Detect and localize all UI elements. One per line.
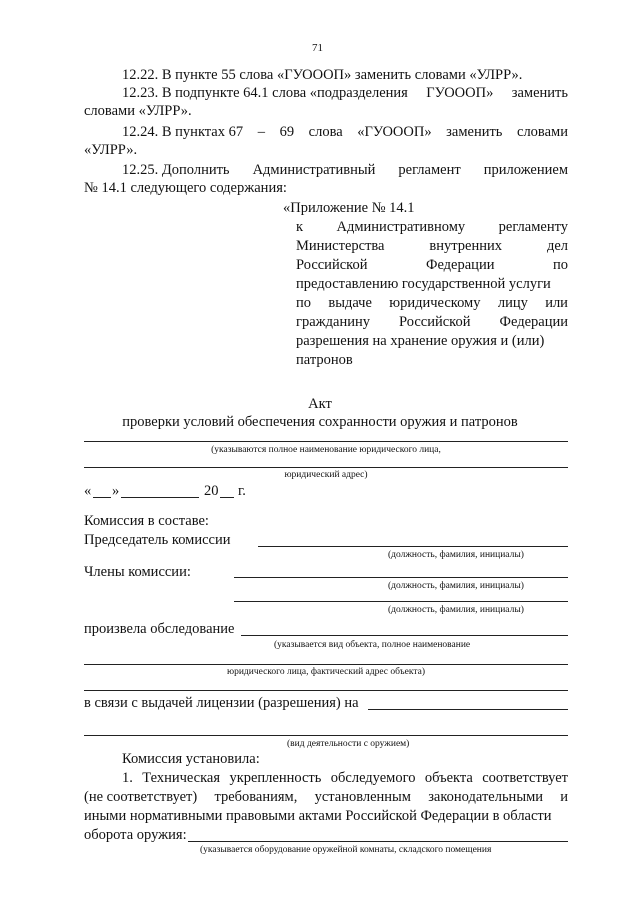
paragraph-12-23-line2: словами «УЛРР».: [84, 103, 192, 119]
caption-legal-name: (указываются полное наименование юридического лица,: [211, 445, 441, 455]
text-fragment: обследуемого: [330, 770, 416, 786]
fill-line: [84, 664, 568, 665]
text-fragment: Техническая: [142, 770, 221, 786]
fill-line: [84, 441, 568, 442]
text-fragment: словами: [517, 124, 568, 140]
text-fragment: соответствует: [482, 770, 568, 786]
paragraph-12-22: 12.22. В пункте 55 слова «ГУОООП» заменить словами «УЛРР».: [122, 67, 523, 83]
caption-equipment: (указывается оборудование оружейной комнаты, складского помещения: [200, 845, 492, 855]
text-fragment: 12.25. Дополнить: [122, 162, 230, 178]
caption-position-1: (должность, фамилия, инициалы): [388, 550, 524, 560]
fill-line: [84, 690, 568, 691]
text-fragment: заменить: [511, 85, 568, 101]
text-fragment: Российской: [296, 257, 368, 273]
text-fragment: по: [296, 295, 312, 311]
text-fragment: 69: [279, 124, 295, 140]
paragraph-12-25: [122, 162, 568, 179]
text-fragment: Административному: [336, 219, 466, 235]
paragraph-12-24-line2: «УЛРР».: [84, 142, 138, 158]
text-fragment: Министерства: [296, 238, 385, 254]
fill-line: [258, 546, 568, 547]
fill-line: [93, 497, 111, 498]
text-fragment: ГУОООП»: [426, 85, 494, 101]
date-open-quote: «: [84, 483, 92, 499]
text-fragment: законодательными: [428, 789, 543, 805]
text-fragment: «ГУОООП»: [357, 124, 432, 140]
text-fragment: и: [560, 789, 568, 805]
text-fragment: заменить: [446, 124, 503, 140]
appendix-line-6: [296, 295, 568, 312]
text-fragment: требованиям,: [214, 789, 298, 805]
text-fragment: 12.24. В пунктах 67: [122, 124, 244, 140]
members-label: Члены комиссии:: [84, 564, 191, 580]
commission-label: Комиссия в составе:: [84, 513, 209, 529]
appendix-line-5: предоставлению государственной услуги: [296, 276, 551, 292]
text-fragment: Федерации: [499, 314, 568, 330]
caption-legal-address: юридический адрес): [284, 470, 368, 480]
act-title: Акт: [308, 396, 332, 412]
text-fragment: по: [552, 257, 568, 273]
appendix-line-4: [296, 257, 568, 274]
license-label: в связи с выдачей лицензии (разрешения) на: [84, 695, 359, 711]
paragraph-12-23: [122, 85, 568, 102]
caption-position-3: (должность, фамилия, инициалы): [388, 605, 524, 615]
text-fragment: Федерации: [425, 257, 495, 273]
appendix-line-7: [296, 314, 568, 331]
text-fragment: 12.23. В подпункте 64.1 слова «подразделения: [122, 85, 408, 101]
text-fragment: внутренних: [429, 238, 503, 254]
text-fragment: укрепленность: [229, 770, 322, 786]
text-fragment: приложением: [483, 162, 568, 178]
text-fragment: Российской: [399, 314, 471, 330]
page-number: 71: [312, 42, 323, 54]
text-fragment: лицу: [497, 295, 528, 311]
caption-position-2: (должность, фамилия, инициалы): [388, 581, 524, 591]
finding-1-line-1: [122, 770, 568, 787]
date-year-suffix: г.: [238, 483, 246, 499]
text-fragment: –: [257, 124, 265, 140]
appendix-line-3: [296, 238, 568, 255]
text-fragment: регламенту: [498, 219, 568, 235]
fill-line: [121, 497, 199, 498]
text-fragment: Административный: [252, 162, 376, 178]
date-year-prefix: 20: [204, 483, 219, 499]
text-fragment: регламент: [398, 162, 461, 178]
finding-1-line-3: иными нормативными правовыми актами Российской Федерации в области: [84, 808, 552, 824]
text-fragment: слова: [308, 124, 343, 140]
caption-object-address: юридического лица, фактический адрес объекта): [226, 667, 425, 677]
text-fragment: к: [296, 219, 304, 235]
text-fragment: выдаче: [328, 295, 372, 311]
finding-1-line-2: [84, 789, 568, 806]
text-fragment: 1.: [122, 770, 133, 786]
inspected-label: произвела обследование: [84, 621, 235, 637]
text-fragment: (не соответствует): [84, 789, 198, 805]
fill-line: [368, 709, 568, 710]
paragraph-12-25-line2: № 14.1 следующего содержания:: [84, 180, 287, 196]
text-fragment: или: [545, 295, 568, 311]
paragraph-12-24: [122, 124, 568, 141]
fill-line: [84, 735, 568, 736]
text-fragment: установленным: [314, 789, 411, 805]
finding-1-line-4: оборота оружия:: [84, 827, 187, 843]
fill-line: [84, 467, 568, 468]
fill-line: [220, 497, 234, 498]
act-subtitle: проверки условий обеспечения сохранности оружия и патронов: [122, 414, 518, 430]
appendix-line-9: патронов: [296, 352, 353, 368]
text-fragment: юридическому: [389, 295, 481, 311]
text-fragment: гражданину: [296, 314, 370, 330]
text-fragment: объекта: [424, 770, 473, 786]
fill-line: [234, 577, 568, 578]
appendix-line-8: разрешения на хранение оружия и (или): [296, 333, 545, 349]
fill-line: [188, 841, 568, 842]
fill-line: [234, 601, 568, 602]
established-label: Комиссия установила:: [122, 751, 260, 767]
fill-line: [241, 635, 568, 636]
caption-activity: (вид деятельности с оружием): [287, 739, 410, 749]
appendix-line-2: [296, 219, 568, 236]
appendix-title: «Приложение № 14.1: [283, 200, 415, 216]
date-close-quote: »: [112, 483, 120, 499]
caption-object: (указывается вид объекта, полное наименование: [274, 640, 471, 650]
text-fragment: дел: [546, 238, 568, 254]
chairman-label: Председатель комиссии: [84, 532, 231, 548]
